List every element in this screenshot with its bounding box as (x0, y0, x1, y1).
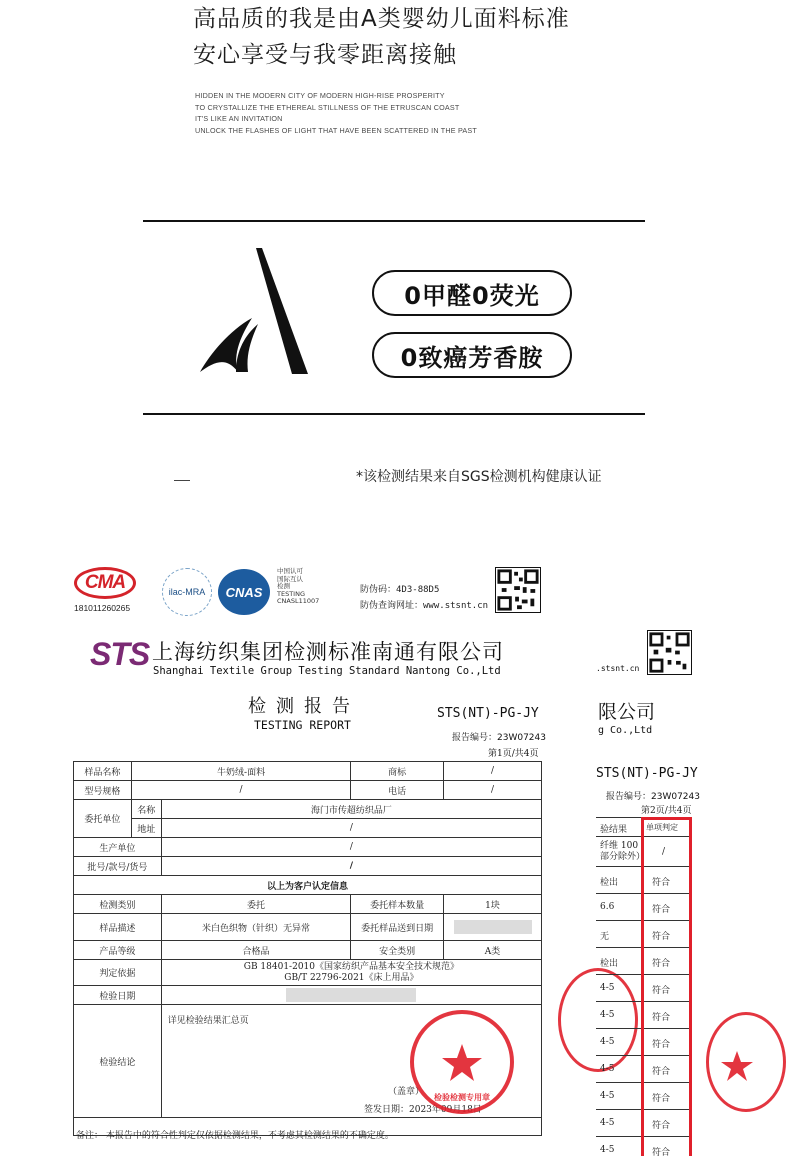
table-cell: 批号/款号/货号 (74, 857, 162, 876)
table-cell: 生产单位 (74, 838, 162, 857)
table-cell: 合格品 (161, 941, 350, 960)
table-cell: 样品名称 (74, 762, 132, 781)
table-row (74, 960, 542, 986)
top-divider (143, 220, 645, 222)
note-dash (174, 480, 190, 481)
organization-name-en: Shanghai Textile Group Testing Standard Nantong Co.,Ltd (153, 665, 501, 677)
cnas-side-text (277, 568, 319, 606)
table-cell: 无 (600, 932, 610, 942)
table-cell: 符合 (652, 986, 671, 996)
table-cell: / (161, 857, 541, 876)
report-title-en: TESTING REPORT (254, 718, 351, 732)
table-row (74, 941, 542, 960)
table-cell: / (131, 781, 350, 800)
table-cell: 型号规格 (74, 781, 132, 800)
table-cell: 4-5 (600, 983, 615, 993)
table-cell: 符合 (652, 1067, 671, 1077)
table-cell: 检验结论 (74, 1005, 162, 1118)
cnas-side-line: TESTING (277, 589, 305, 598)
right-page-code: STS(NT)-PG-JY (596, 766, 698, 781)
table-cell: 单项判定 (646, 823, 678, 832)
table-cell: 判定依据 (74, 960, 162, 986)
table-cell: 符合 (652, 1040, 671, 1050)
table-cell-redacted (161, 986, 541, 1005)
table-cell-redacted (444, 914, 542, 941)
table-cell: 产品等级 (74, 941, 162, 960)
table-row (74, 857, 542, 876)
certification-note: *该检测结果来自SGS检测机构健康认证 (356, 469, 602, 485)
table-row (74, 895, 542, 914)
table-cell: 委托单位 (74, 800, 132, 838)
table-cell: 地址 (131, 819, 161, 838)
bottom-divider (143, 413, 645, 415)
headline-line-1: 高品质的我是由A类婴幼儿面料标准 (193, 6, 570, 32)
table-cell: / (662, 847, 666, 857)
sts-logo: STS (90, 636, 150, 672)
seal-star-icon (709, 1015, 783, 1109)
table-cell: 安全类别 (351, 941, 444, 960)
report-page: 第1页/共4页 (488, 749, 539, 759)
english-line: HIDDEN IN THE MODERN CITY OF MODERN HIGH-RISE PROSPERITY (195, 91, 445, 100)
english-line: IT'S LIKE AN INVITATION (195, 114, 283, 123)
table-section-header: 以上为客户认定信息 (74, 876, 542, 895)
table-cell: 牛奶绒-面料 (131, 762, 350, 781)
seal-label: （盖章） (388, 1087, 425, 1097)
english-line: TO CRYSTALLIZE THE ETHEREAL STILLNESS OF THE ETRUSCAN COAST (195, 102, 460, 112)
redacted-value (454, 920, 532, 934)
table-cell: 6.6 (600, 902, 615, 912)
anti-fake-code-label: 防伪码： (360, 585, 397, 595)
table-cell: 符合 (652, 1094, 671, 1104)
table-row (74, 838, 542, 857)
table-cell: 4-5 (600, 1037, 615, 1047)
redacted-value (286, 988, 416, 1002)
highlight-box (641, 817, 692, 1156)
cnas-side-line: 中国认可 (277, 567, 303, 575)
table-cell: 4-5 (600, 1145, 615, 1155)
table-cell: / (161, 819, 541, 838)
table-row (74, 819, 542, 838)
cnas-side-line: 检测 (277, 582, 290, 590)
report-footnote: 备注： 本报告中的符合性判定仅依据检测结果，不考虑其检测结果的不确定度。 (76, 1131, 394, 1141)
qr-code-icon (495, 567, 541, 613)
table-cell: / (444, 781, 542, 800)
inspection-seal (410, 1010, 514, 1114)
right-page-url: .stsnt.cn (596, 664, 640, 673)
table-cell: 1块 (444, 895, 542, 914)
report-code: STS(NT)-PG-JY (437, 706, 539, 721)
right-page-report-no: 报告编号：23W07243 (606, 792, 700, 802)
table-cell: 检验日期 (74, 986, 162, 1005)
report-title: 检测报告 (248, 696, 360, 717)
table-cell (161, 960, 541, 986)
table-cell: 名称 (131, 800, 161, 819)
anti-fake-code: 4D3-88D5 (396, 585, 440, 595)
table-cell: 检出 (600, 959, 619, 969)
table-cell: 委托 (161, 895, 350, 914)
partial-seal-right (706, 1012, 786, 1112)
badge-no-formaldehyde: 0甲醛0荧光 (372, 270, 572, 316)
cnas-side-line: 国际互认 (277, 574, 303, 583)
table-cell: 符合 (652, 932, 671, 942)
standard-line: GB/T 22796-2021《床上用品》 (284, 972, 419, 983)
table-cell: 符合 (652, 959, 671, 969)
table-cell: 符合 (652, 1013, 671, 1023)
cnas-logo: CNAS (218, 569, 270, 615)
table-row (74, 876, 542, 895)
table-row (74, 762, 542, 781)
table-cell: 4-5 (600, 1064, 615, 1074)
cma-number: 181011260265 (74, 603, 131, 613)
badge-no-amine: 0致癌芳香胺 (372, 332, 572, 378)
table-cell: 检测类别 (74, 895, 162, 914)
table-cell: 委托样本数量 (351, 895, 444, 914)
table-cell: 4-5 (600, 1010, 615, 1020)
table-cell: 4-5 (600, 1118, 615, 1128)
organization-name: 上海纺织集团检测标准南通有限公司 (152, 640, 504, 664)
report-number: 报告编号：23W07243 (452, 733, 546, 743)
anti-fake-url-label: 防伪查询网址： (360, 601, 424, 611)
table-row (74, 800, 542, 819)
right-page-org: 限公司 (598, 701, 656, 723)
table-cell: 符合 (652, 1148, 671, 1156)
headline-line-2: 安心享受与我零距离接触 (193, 42, 457, 68)
issue-date: 签发日期：2023年09月18日 (364, 1105, 482, 1115)
table-cell: 委托样品送到日期 (351, 914, 444, 941)
table-cell: 样品描述 (74, 914, 162, 941)
table-cell: 4-5 (600, 1091, 615, 1101)
table-cell: 符合 (652, 878, 671, 888)
table-row (74, 781, 542, 800)
table-cell: 商标 (351, 762, 444, 781)
qr-code-icon-2 (647, 630, 692, 675)
seal-text: 检验检测专用章 (434, 1093, 490, 1102)
table-row (74, 986, 542, 1005)
table-row (74, 914, 542, 941)
cma-logo: CMA (74, 567, 136, 599)
table-cell: 验结果 (600, 825, 628, 835)
anti-fake-info (360, 582, 488, 614)
right-page-org-en: g Co.,Ltd (598, 725, 653, 736)
cnas-side-line: CNASL11007 (277, 597, 320, 605)
table-cell: 符合 (652, 1121, 671, 1131)
anti-fake-url: www.stsnt.cn (423, 601, 489, 611)
standard-line: GB 18401-2010《国家纺织产品基本安全技术规范》 (243, 961, 460, 972)
table-cell: 电话 (351, 781, 444, 800)
table-cell: 海门市传超纺织品厂 (161, 800, 541, 819)
table-cell: 详见检验结果汇总页 (161, 1005, 541, 1118)
table-cell: / (444, 762, 542, 781)
table-cell: 纤维 100 部分除外） (600, 841, 646, 862)
table-cell: / (161, 838, 541, 857)
ilac-logo: ilac-MRA (162, 568, 212, 616)
table-cell: 检出 (600, 878, 619, 888)
right-page-page: 第2页/共4页 (641, 806, 692, 816)
table-cell: 符合 (652, 905, 671, 915)
english-line: UNLOCK THE FLASHES OF LIGHT THAT HAVE BEEN SCATTERED IN THE PAST (195, 125, 477, 135)
table-cell: A类 (444, 941, 542, 960)
table-cell: 米白色织物（针织）无异常 (161, 914, 350, 941)
english-caption (195, 90, 477, 136)
brand-a-logo (196, 244, 310, 379)
